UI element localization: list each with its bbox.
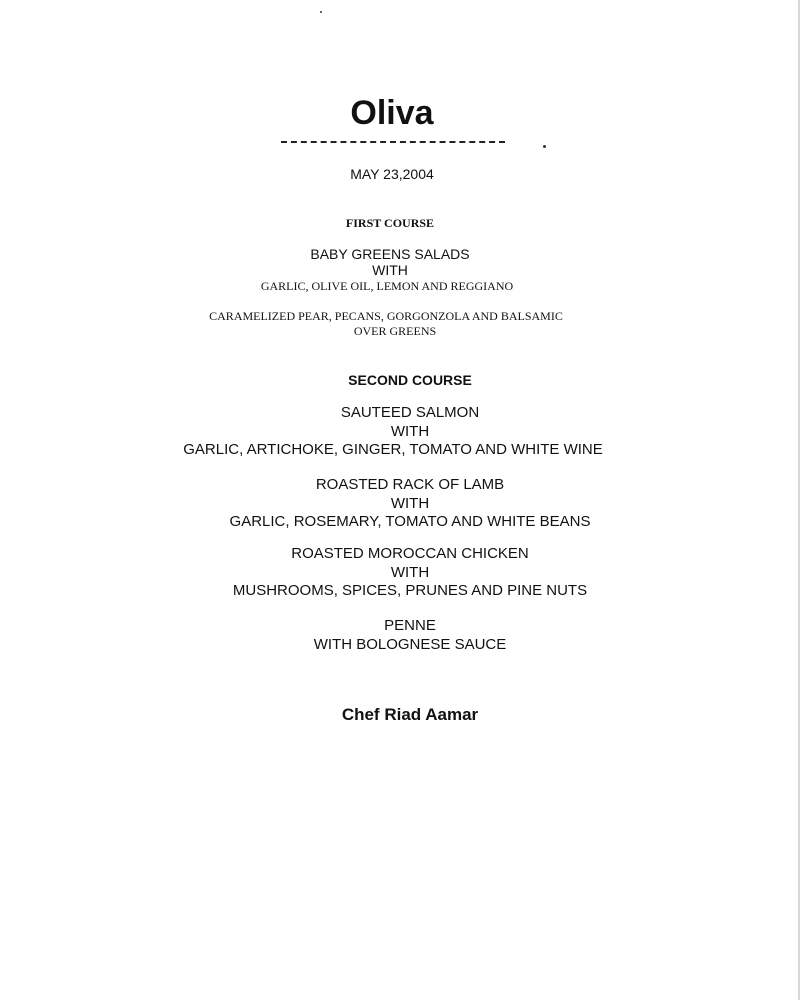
first-course-item: GARLIC, OLIVE OIL, LEMON AND REGGIANO	[260, 279, 514, 293]
restaurant-title: Oliva	[350, 94, 434, 132]
first-course-item: BABY GREENS SALADS	[310, 246, 470, 262]
second-course-item: WITH	[390, 564, 430, 581]
second-course-item: WITH	[390, 495, 430, 512]
second-course-item: ROASTED RACK OF LAMB	[315, 476, 505, 493]
chef-name: Chef Riad Aamar	[341, 705, 479, 724]
second-course-item: WITH BOLOGNESE SAUCE	[313, 636, 507, 653]
first-course-heading: FIRST COURSE	[345, 216, 435, 230]
second-course-item: MUSHROOMS, SPICES, PRUNES AND PINE NUTS	[232, 582, 588, 599]
second-course-item: WITH	[390, 423, 430, 440]
second-course-item: SAUTEED SALMON	[340, 404, 480, 421]
scan-speck	[543, 145, 546, 148]
second-course-item: PENNE	[384, 617, 436, 634]
scan-speck	[320, 11, 322, 13]
second-course-heading: SECOND COURSE	[348, 372, 472, 388]
second-course-item: GARLIC, ROSEMARY, TOMATO AND WHITE BEANS	[229, 513, 591, 530]
first-course-item: OVER GREENS	[353, 324, 437, 338]
first-course-item: CARAMELIZED PEAR, PECANS, GORGONZOLA AND BALSAMIC	[209, 309, 563, 323]
title-underline	[281, 141, 505, 143]
second-course-item: GARLIC, ARTICHOKE, GINGER, TOMATO AND WHITE WINE	[183, 441, 603, 458]
first-course-item: WITH	[372, 262, 408, 278]
menu-date: MAY 23,2004	[350, 166, 434, 182]
second-course-item: ROASTED MOROCCAN CHICKEN	[291, 545, 529, 562]
